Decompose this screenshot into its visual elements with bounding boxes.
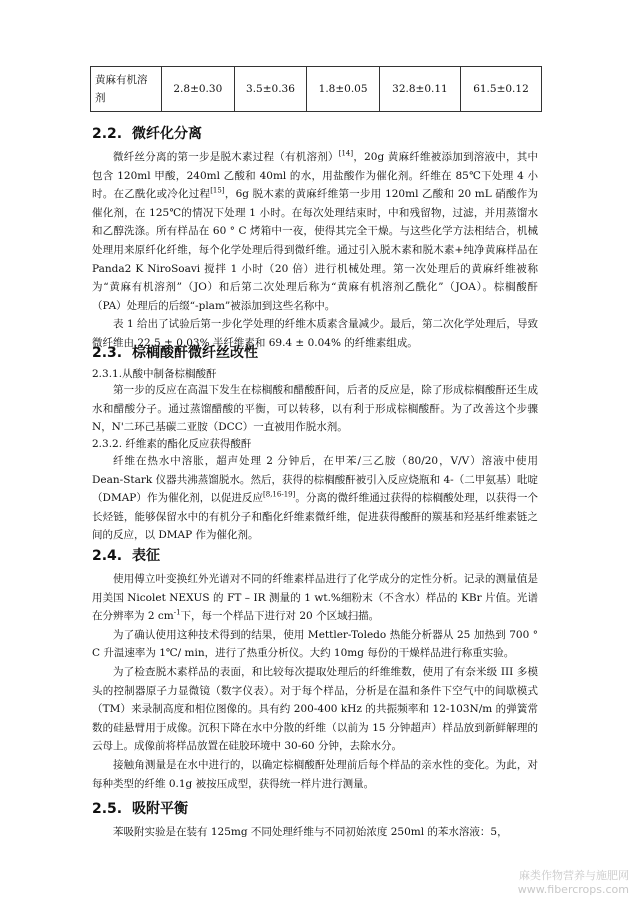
watermark (518, 869, 629, 897)
section-heading-2-4 (92, 545, 160, 565)
section-2-2-body (92, 148, 538, 353)
text-run: 使用傅立叶变换红外光谱对不同的纤维素样品进行了化学成分的定性分析。记录的测量值是用美国 Nicolet NEXUS 的 FT – IR 测量的 1 wt.%细粉末（不含水）样品的 KBr 片值。光谱在分辨率为 2 cm (92, 573, 538, 623)
paragraph (92, 148, 538, 315)
table-cell: 32.8±0.11 (379, 67, 460, 112)
paragraph: 接触角测量是在水中进行的，以确定棕榈酸酐处理前后每个样品的亲水性的变化。为此，对每种类型的纤维 0.1g 被按压成型，获得统一样片进行测量。 (92, 758, 538, 790)
paragraph: 表 1 给出了试验后第一步化学处理的纤维木质素含量减少。最后，第二次化学处理后，导致微纤维由 22.5 ± 0.03% 半纤维素和 69.4 ± 0.04% 的纤维素组成。 (92, 318, 538, 349)
section-title: 表征 (132, 548, 160, 564)
section-number: 2.2. (92, 126, 123, 142)
table-cell: 3.5±0.36 (234, 67, 307, 112)
subsection-heading: 2.3.1.从酸中制备棕榈酸酐 (92, 368, 217, 380)
paragraph: 为了确认使用这种技术得到的结果，使用 Mettler-Toledo 热能分析器从 25 加热到 700 ° C 升温速率为 1℃/ min，进行了热重分析仪。大约 10mg 每份的干燥样品进行称重实验。 (92, 628, 538, 660)
superscript: -1 (173, 608, 181, 617)
section-number: 2.4. (92, 548, 123, 564)
paragraph: 苯吸附实验是在装有 125mg 不同处理纤维与不同初始浓度 250ml 的苯水溶液：5， (113, 826, 508, 838)
text-run: ，20g 黄麻纤维被添加到溶液中，其中包含 120ml 甲酸，240ml 乙酸和 40ml 的水，用盐酸作为催化剂。纤维在 85℃下处理 4 小时。在乙酰化或冷化过程 (92, 151, 539, 201)
table-row (91, 67, 542, 112)
text-run: 纤维在热水中溶胀，超声处理 2 分钟后，在甲苯/三乙胺（80/20，V/V）溶液中使用 Dean-Stark 仪器共沸蒸馏脱水。然后，获得的棕榈酸酐被引入反应烧瓶和 4-（二甲氨基）吡啶（DMAP）作为催化剂，以促进反应 (92, 455, 538, 505)
paragraph: 第一步的反应在高温下发生在棕榈酸和醋酸酐间，后者的反应是，除了形成棕榈酸酐还生成水和醋酸分子。通过蒸馏醋酸的平衡，可以转移，以有利于形成棕榈酸酐。为了改善这个步骤 N，N'二环己基碳二亚胺（DCC）一直被用作脱水剂。 (92, 384, 538, 434)
section-heading-2-3 (92, 342, 258, 362)
text-run: 。分离的微纤维通过获得的棕榈酸处理，以获得一个长烃链，能够保留水中的有机分子和酯化纤维素微纤维，促进获得酸酐的羰基和羟基纤维素链之间的反应，以 DMAP 作为催化剂。 (92, 492, 538, 542)
text-run: 微纤丝分离的第一步是脱木素过程（有机溶剂） (113, 151, 339, 163)
section-number: 2.5. (92, 801, 123, 817)
text-run: ，6g 脱木素的黄麻纤维第一步用 120ml 乙酸和 20 mL 硝酸作为催化剂，在 125℃的情况下处理 1 小时。在每次处理结束时，中和残留物，过滤，并用蒸馏水和乙醇洗涤。所有样品在 60 ° C 烤箱中一夜，使得其完全干燥。与这些化学方法相结合，机械处理用来原纤化纤维，每个化学处理后得到微纤维。通过引入脱木素和脱木素+纯净黄麻样品在 Panda2 K NiroSoavi 搅拌 1 小时（20 倍）进行机械处理。第一次处理后的黄麻纤维被称为“黄麻有机溶剂”（JO）和后第二次处理后称为“黄麻有机溶剂乙酰化”（JOA）。棕榈酸酐（PA）处理后的后缀“-plam”被添加到这些名称中。 (92, 188, 539, 312)
paragraph: 为了检查脱木素样品的表面，和比较每次提取处理后的纤维维数，使用了有奈米级 III 多模头的控制器原子力显微镜（数字仪表）。对于每个样品，分析是在温和条件下空气中的间歇模式（TM）来录制高度和相位图像的。具有约 200-400 kHz 的共振频率和 12-103N/m 的弹簧常数的硅悬臂用于成像。沉积下降在水中分散的纤维（以前为 15 分钟超声）样品放到新鲜解理的云母上。成像前将样品放置在硅胶环境中 30-60 分钟，去除水分。 (92, 665, 538, 753)
subsection-heading: 2.3.2. 纤维素的酯化反应获得酸酐 (92, 438, 252, 450)
watermark-url: www.fibercrops.com (517, 883, 629, 896)
table-cell: 1.8±0.05 (307, 67, 380, 112)
section-title: 棕榈酸酐微纤丝改性 (132, 345, 258, 361)
section-2-5-body (92, 823, 538, 842)
citation: [15] (210, 186, 225, 195)
data-table (90, 66, 542, 112)
table-cell: 2.8±0.30 (162, 67, 235, 112)
text-run: 下，每一个样品下进行对 20 个区域扫描。 (180, 610, 380, 623)
section-2-3-1-body (92, 381, 538, 437)
section-2-3-2-body (92, 452, 538, 545)
section-heading-2-2 (92, 123, 202, 143)
paragraph (92, 570, 538, 626)
section-title: 微纤化分离 (132, 126, 202, 142)
watermark-line: 麻类作物营养与施肥网 (519, 869, 629, 882)
paragraph (92, 452, 538, 545)
section-number: 2.3. (92, 345, 123, 361)
section-title: 吸附平衡 (132, 801, 188, 817)
section-2-4-body (92, 570, 538, 793)
table-cell: 黄麻有机溶剂 (91, 67, 162, 112)
citation: [14] (338, 149, 354, 158)
citation: [8,16-19] (263, 490, 296, 499)
table-cell: 61.5±0.12 (460, 67, 541, 112)
section-heading-2-5 (92, 798, 188, 818)
